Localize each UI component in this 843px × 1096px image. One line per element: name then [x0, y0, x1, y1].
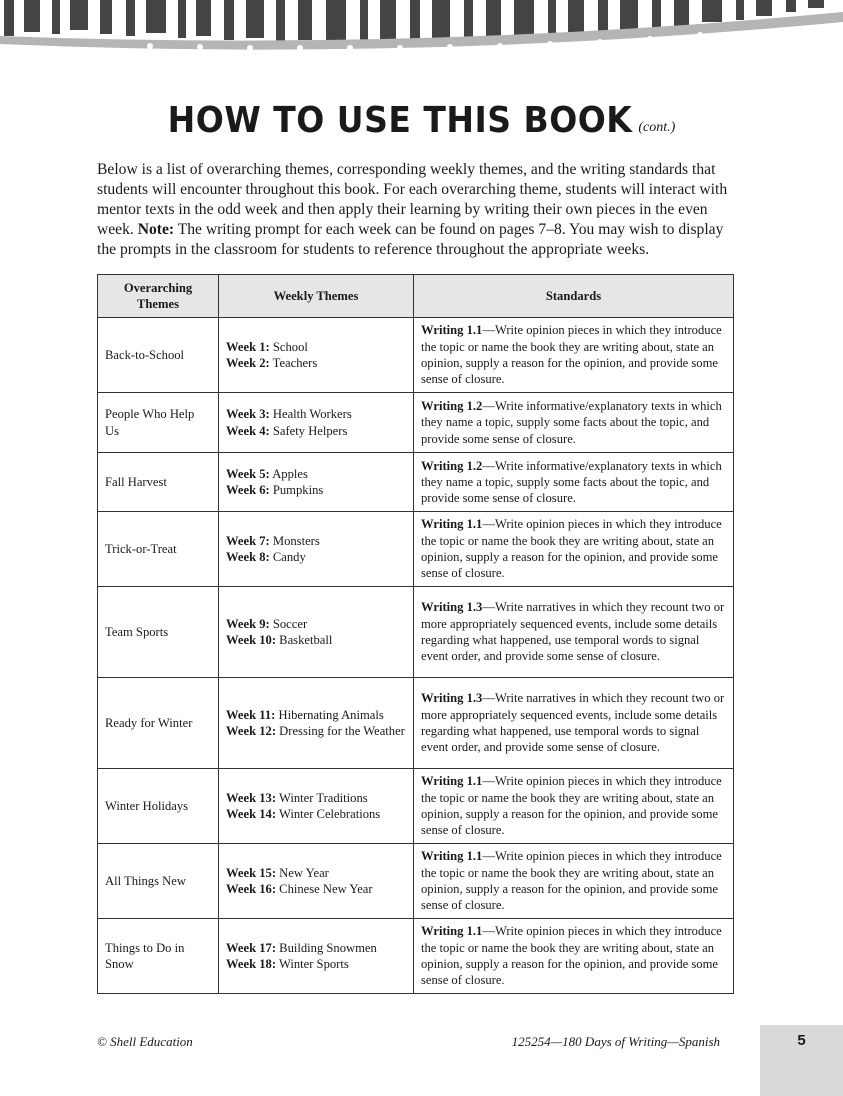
week-label: Week 18:: [226, 957, 277, 971]
week-label: Week 9:: [226, 616, 270, 631]
overarching-theme-cell: Fall Harvest: [98, 453, 219, 512]
overarching-theme-cell: People Who Help Us: [98, 393, 219, 453]
week-label: Week 12:: [226, 724, 277, 738]
standard-label: Writing 1.1: [421, 517, 483, 532]
standard-cell: [414, 393, 734, 453]
week-label: Week 8:: [226, 550, 270, 564]
standard-label: Writing 1.1: [421, 323, 483, 338]
week-label: Week 3:: [226, 407, 270, 422]
standard-description: —Write informative/explanatory texts in which they name a topic, supply some facts about the topic, and provide some sense of closure.: [421, 458, 722, 506]
week-label: Week 17:: [226, 940, 277, 955]
week-label: Week 1:: [226, 339, 270, 354]
header-standards: Standards: [414, 275, 734, 318]
weekly-themes-cell: [219, 844, 414, 919]
overarching-theme-cell: Trick-or-Treat: [98, 512, 219, 587]
table-row: [98, 678, 734, 769]
overarching-theme-cell: Winter Holidays: [98, 769, 219, 844]
overarching-theme-cell: All Things New: [98, 844, 219, 919]
standard-description: —Write narratives in which they recount two or more appropriately sequenced events, include some details regarding what happened, use temporal words to signal event order, and provide some sense of closure.: [421, 600, 725, 664]
standard-cell: [414, 678, 734, 769]
page-title: [0, 100, 843, 139]
weekly-theme-even: [226, 806, 406, 822]
table-row: [98, 919, 734, 994]
week-label: Week 7:: [226, 533, 270, 548]
weekly-theme-even: [226, 355, 406, 371]
weekly-themes-cell: [219, 393, 414, 453]
week-label: Week 11:: [226, 707, 276, 722]
week-label: Week 6:: [226, 483, 270, 497]
footer-publisher: © Shell Education: [97, 1034, 193, 1049]
page-title-cont: (cont.): [638, 120, 676, 135]
weekly-themes-cell: [219, 919, 414, 994]
week-topic: Hibernating Animals: [275, 707, 384, 722]
standard-label: Writing 1.2: [421, 458, 483, 473]
week-label: Week 13:: [226, 790, 277, 805]
header-overarching-themes: Overarching Themes: [98, 275, 219, 318]
weekly-theme-odd: [226, 339, 406, 355]
page-title-main: HOW TO USE THIS BOOK: [167, 98, 633, 141]
week-topic: Winter Celebrations: [276, 807, 381, 821]
intro-text-before-note: Below is a list of overarching themes, corresponding weekly themes, and the writing standards that students will encounter throughout this book. For each overarching theme, students will interact with mentor texts in the odd week and then apply their learning by writing their own pieces in the even week.: [97, 161, 728, 238]
header-weekly-themes: Weekly Themes: [219, 275, 414, 318]
weekly-theme-odd: [226, 940, 406, 956]
weekly-theme-even: [226, 549, 406, 565]
week-label: Week 14:: [226, 807, 277, 821]
week-topic: Dressing for the Weather: [276, 724, 405, 738]
standard-description: —Write informative/explanatory texts in which they name a topic, supply some facts about the topic, and provide some sense of closure.: [421, 399, 722, 446]
standard-description: —Write narratives in which they recount two or more appropriately sequenced events, include some details regarding what happened, use temporal words to signal event order, and provide some sense of closure.: [421, 691, 725, 755]
page-number: 5: [797, 1032, 806, 1049]
week-topic: Teachers: [269, 356, 318, 370]
week-topic: Monsters: [269, 533, 320, 548]
weekly-theme-odd: [226, 533, 406, 549]
overarching-theme-cell: Ready for Winter: [98, 678, 219, 769]
standard-label: Writing 1.1: [421, 774, 483, 789]
standard-cell: [414, 919, 734, 994]
week-label: Week 16:: [226, 882, 277, 896]
week-topic: Pumpkins: [269, 483, 324, 497]
weekly-theme-odd: [226, 865, 406, 881]
standard-cell: [414, 587, 734, 678]
weekly-theme-even: [226, 482, 406, 498]
standard-cell: [414, 769, 734, 844]
standard-label: Writing 1.2: [421, 399, 483, 414]
week-topic: Soccer: [269, 616, 308, 631]
overarching-theme-cell: Team Sports: [98, 587, 219, 678]
table-row: [98, 844, 734, 919]
week-topic: School: [269, 339, 308, 354]
weekly-themes-cell: [219, 318, 414, 393]
weekly-themes-cell: [219, 512, 414, 587]
standard-cell: [414, 512, 734, 587]
week-topic: New Year: [276, 865, 329, 880]
weekly-theme-even: [226, 632, 406, 648]
week-topic: Apples: [269, 466, 308, 481]
standard-label: Writing 1.3: [421, 600, 483, 615]
week-topic: Health Workers: [269, 407, 352, 422]
table-row: [98, 769, 734, 844]
weekly-theme-odd: [226, 616, 406, 632]
table-row: [98, 453, 734, 512]
standard-description: —Write opinion pieces in which they introduce the topic or name the book they are writing about, state an opinion, supply a reason for the opinion, and provide some sense of closure.: [421, 517, 722, 581]
themes-standards-table: [97, 274, 734, 994]
standard-cell: [414, 453, 734, 512]
week-topic: Winter Traditions: [276, 790, 368, 805]
table-row: [98, 393, 734, 453]
week-label: Week 4:: [226, 423, 270, 438]
weekly-themes-cell: [219, 453, 414, 512]
table-body: [98, 318, 734, 994]
intro-text-after-note: The writing prompt for each week can be found on pages 7–8. You may wish to display the prompts in the classroom for students to reference throughout the appropriate weeks.: [97, 221, 724, 258]
standard-cell: [414, 318, 734, 393]
weekly-theme-even: [226, 956, 406, 972]
decorative-banner: [0, 0, 843, 62]
table-row: [98, 512, 734, 587]
intro-note-label: Note:: [137, 221, 175, 238]
standard-description: —Write opinion pieces in which they introduce the topic or name the book they are writing about, state an opinion, supply a reason for the opinion, and provide some sense of closure.: [421, 774, 722, 838]
table-header-row: [98, 275, 734, 318]
weekly-themes-cell: [219, 678, 414, 769]
week-topic: Candy: [269, 550, 306, 564]
weekly-themes-cell: [219, 769, 414, 844]
standard-label: Writing 1.3: [421, 691, 483, 706]
weekly-theme-even: [226, 423, 406, 439]
weekly-themes-cell: [219, 587, 414, 678]
weekly-theme-odd: [226, 406, 406, 422]
week-topic: Winter Sports: [276, 957, 349, 971]
week-label: Week 2:: [226, 356, 270, 370]
standard-description: —Write opinion pieces in which they introduce the topic or name the book they are writing about, state an opinion, supply a reason for the opinion, and provide some sense of closure.: [421, 924, 722, 988]
weekly-theme-odd: [226, 466, 406, 482]
weekly-theme-even: [226, 881, 406, 897]
standard-description: —Write opinion pieces in which they introduce the topic or name the book they are writing about, state an opinion, supply a reason for the opinion, and provide some sense of closure.: [421, 323, 722, 387]
week-topic: Building Snowmen: [276, 940, 377, 955]
intro-paragraph: [97, 160, 737, 260]
standard-label: Writing 1.1: [421, 849, 483, 864]
week-label: Week 15:: [226, 865, 277, 880]
weekly-theme-odd: [226, 707, 406, 723]
week-topic: Basketball: [276, 633, 333, 647]
footer-book-title: 125254—180 Days of Writing—Spanish: [511, 1034, 720, 1049]
standard-cell: [414, 844, 734, 919]
table-row: [98, 587, 734, 678]
week-label: Week 10:: [226, 633, 277, 647]
week-topic: Safety Helpers: [269, 423, 348, 438]
weekly-theme-odd: [226, 790, 406, 806]
overarching-theme-cell: Back-to-School: [98, 318, 219, 393]
week-label: Week 5:: [226, 466, 270, 481]
week-topic: Chinese New Year: [276, 882, 373, 896]
standard-description: —Write opinion pieces in which they introduce the topic or name the book they are writing about, state an opinion, supply a reason for the opinion, and provide some sense of closure.: [421, 849, 722, 913]
overarching-theme-cell: Things to Do in Snow: [98, 919, 219, 994]
standard-label: Writing 1.1: [421, 924, 483, 939]
table-row: [98, 318, 734, 393]
weekly-theme-even: [226, 723, 406, 739]
